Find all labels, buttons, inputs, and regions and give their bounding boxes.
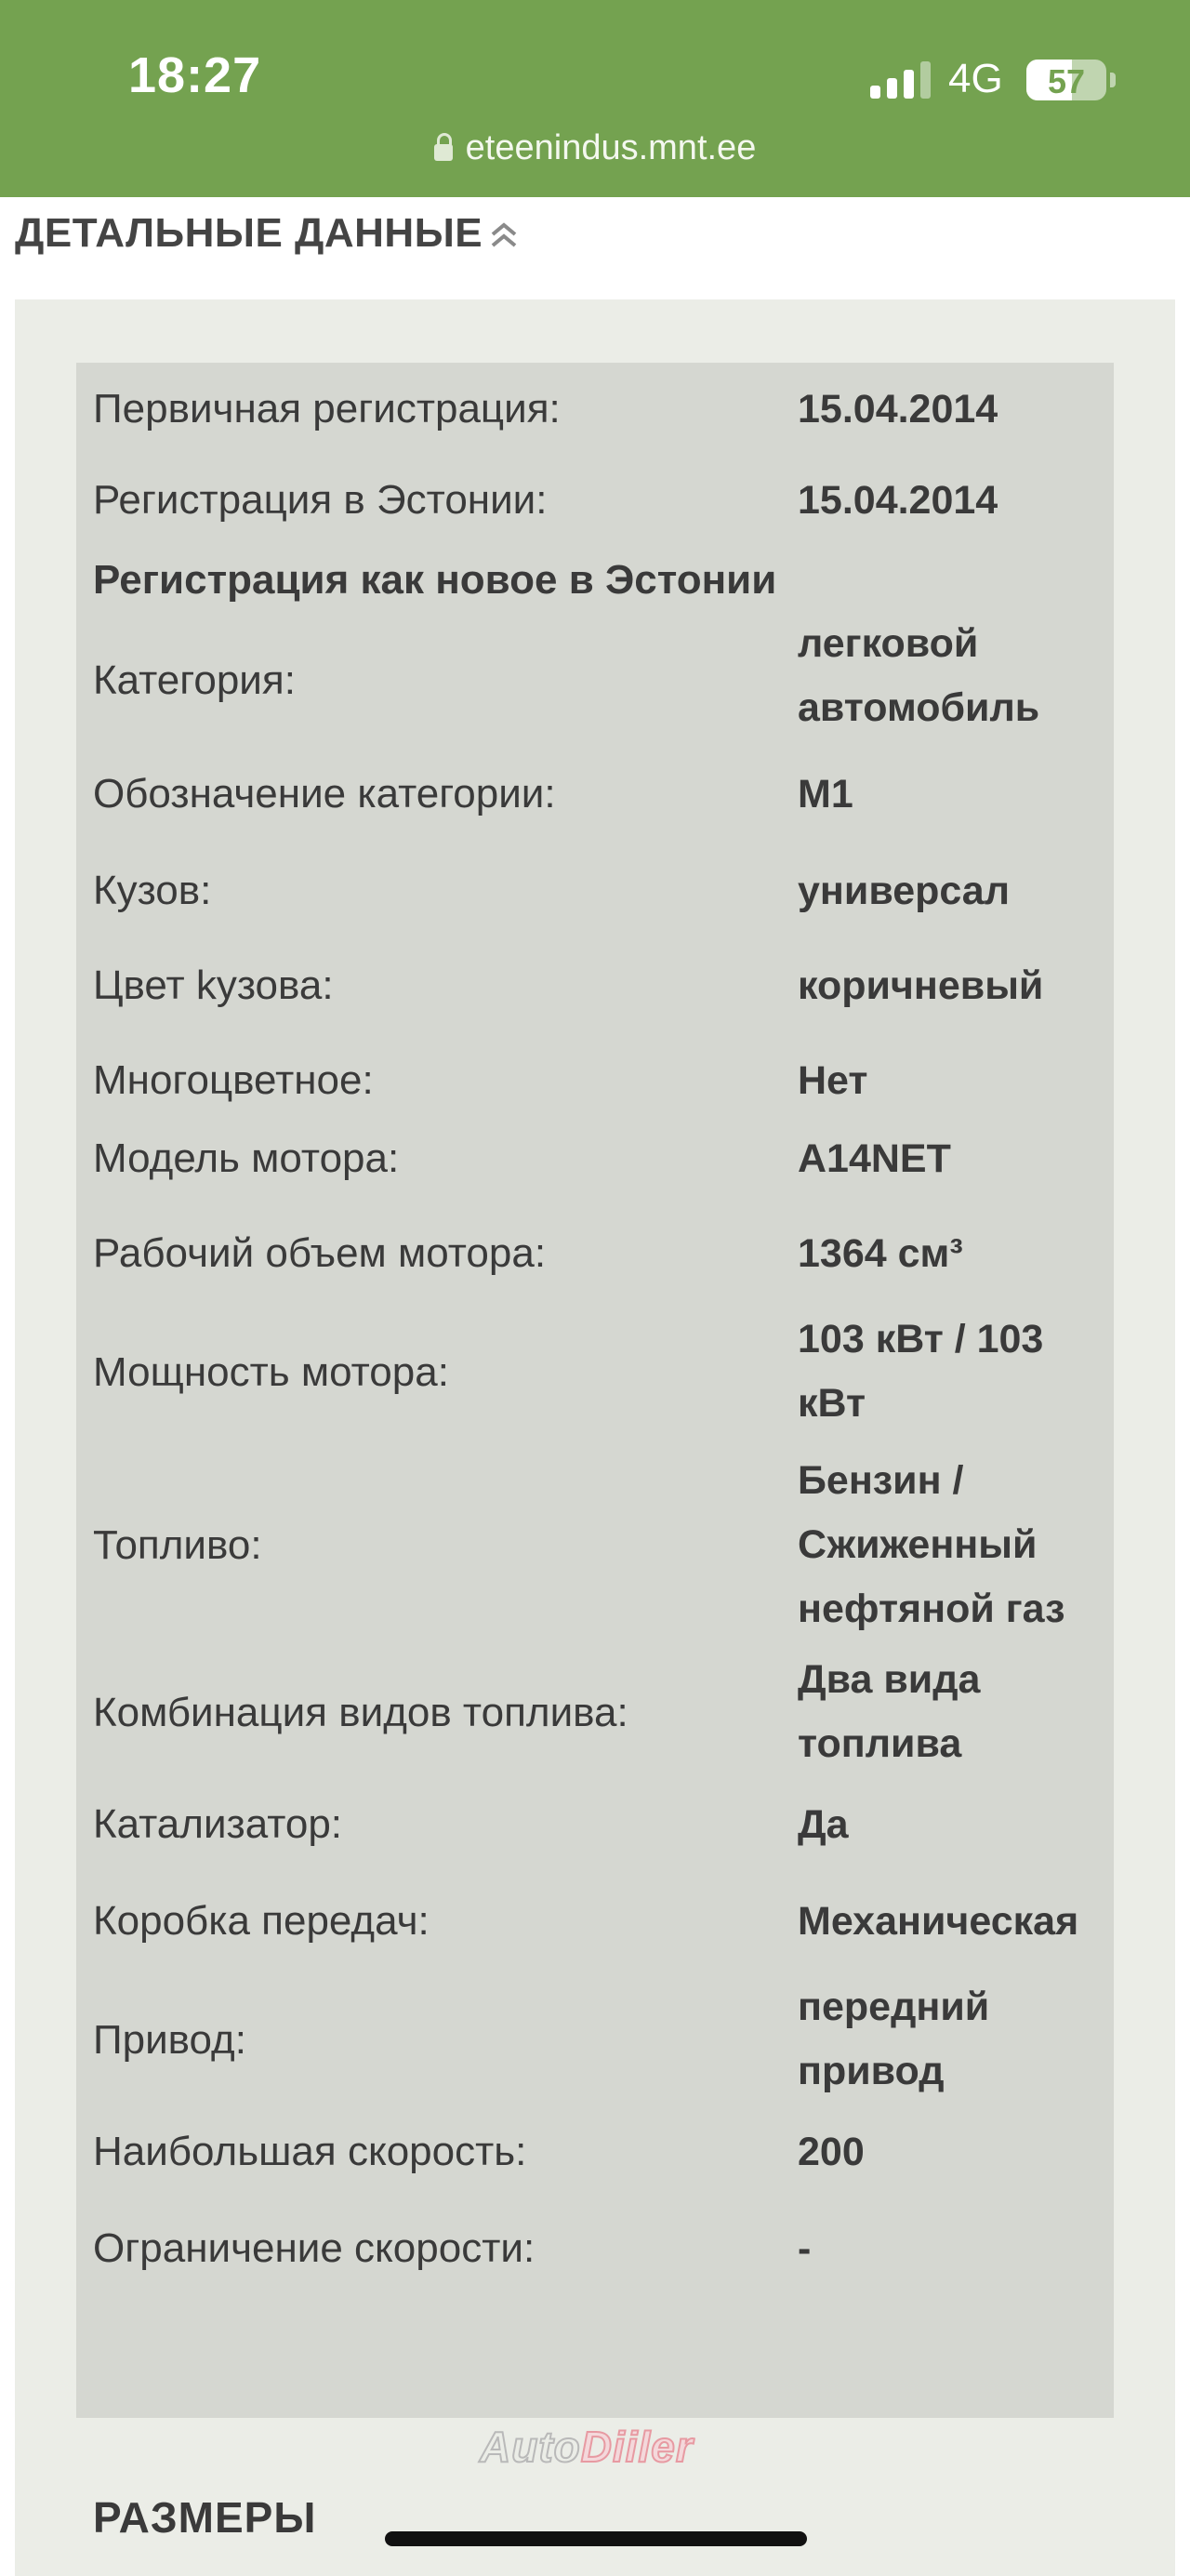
row-value: передний привод [798,1985,990,2093]
row-value: M1 [798,772,853,817]
row-label: Катализатор: [93,1801,343,1847]
battery-tip [1110,73,1116,87]
address-bar[interactable] [0,128,1190,168]
row-value: Механическая [798,1899,1079,1944]
watermark-logo: AutoDiiler [480,2423,694,2471]
row-label: Мощность мотора: [93,1349,449,1395]
table-row [76,1644,1114,1784]
row-value: - [798,2226,812,2271]
url-text: eteenindus.mnt.ee [465,128,757,167]
row-value: Два вида топлива [798,1657,981,1766]
table-row [76,1304,1114,1443]
row-value: 15.04.2014 [798,478,998,523]
row-label: Многоцветное: [93,1057,374,1103]
row-label: Регистрация в Эстонии: [93,477,548,523]
status-bar [0,0,1190,197]
row-label: Рабочий объем мотора: [93,1230,547,1276]
table-row [76,750,1114,844]
row-value: Нет [798,1058,868,1103]
row-label: Ограничение скорости: [93,2225,536,2271]
row-value: легковой автомобиль [798,621,1040,730]
lock-icon [434,144,453,161]
table-row [76,612,1114,750]
row-value: коричневый [798,963,1044,1008]
row-label: Привод: [93,2017,246,2063]
home-indicator[interactable] [385,2531,807,2546]
table-row [76,456,1114,549]
table-row [76,1784,1114,1879]
table-row [76,1209,1114,1304]
sizes-section-title[interactable]: РАЗМЕРЫ [93,2493,317,2542]
row-value: универсал [798,869,1011,913]
table-row [76,1114,1114,1209]
row-label: Кузов: [93,868,212,913]
details-table [76,363,1114,2418]
row-value: 200 [798,2130,865,2174]
table-row [76,1879,1114,1972]
table-row [76,549,1114,612]
row-value: 1364 см³ [798,1231,963,1276]
row-label: Категория: [93,657,296,703]
table-row [76,1443,1114,1644]
row-label: Первичная регистрация: [93,386,561,432]
row-label: Модель мотора: [93,1135,400,1181]
row-label: Комбинация видов топлива: [93,1690,628,1735]
row-label: Топливо: [93,1522,262,1568]
table-row [76,1034,1114,1114]
row-label: Обозначение категории: [93,771,556,817]
table-row [76,2111,1114,2206]
section-title[interactable]: ДЕТАЛЬНЫЕ ДАННЫЕ [15,210,483,256]
row-label: Наибольшая скорость: [93,2129,527,2174]
battery-level: 57 [1047,62,1086,100]
row-label: Коробка передач: [93,1898,430,1944]
status-time: 18:27 [128,47,262,103]
table-row [76,1972,1114,2111]
row-label: Цвет kузова: [93,963,334,1008]
table-row [76,2206,1114,2308]
row-value: Бензин / Сжиженный нефтяной газ [798,1458,1065,1631]
signal-strength-icon [870,61,932,99]
row-label: Регистрация как новое в Эстонии [93,557,777,603]
row-value: Да [798,1802,849,1847]
table-row [76,844,1114,939]
battery-icon [1026,60,1106,100]
network-type: 4G [948,56,1003,101]
table-row [76,939,1114,1034]
row-value: 15.04.2014 [798,387,998,432]
row-value: A14NET [798,1136,951,1181]
row-value: 103 кВт / 103 кВт [798,1317,1044,1426]
table-row [76,363,1114,456]
double-chevron-up-icon[interactable] [487,218,521,255]
